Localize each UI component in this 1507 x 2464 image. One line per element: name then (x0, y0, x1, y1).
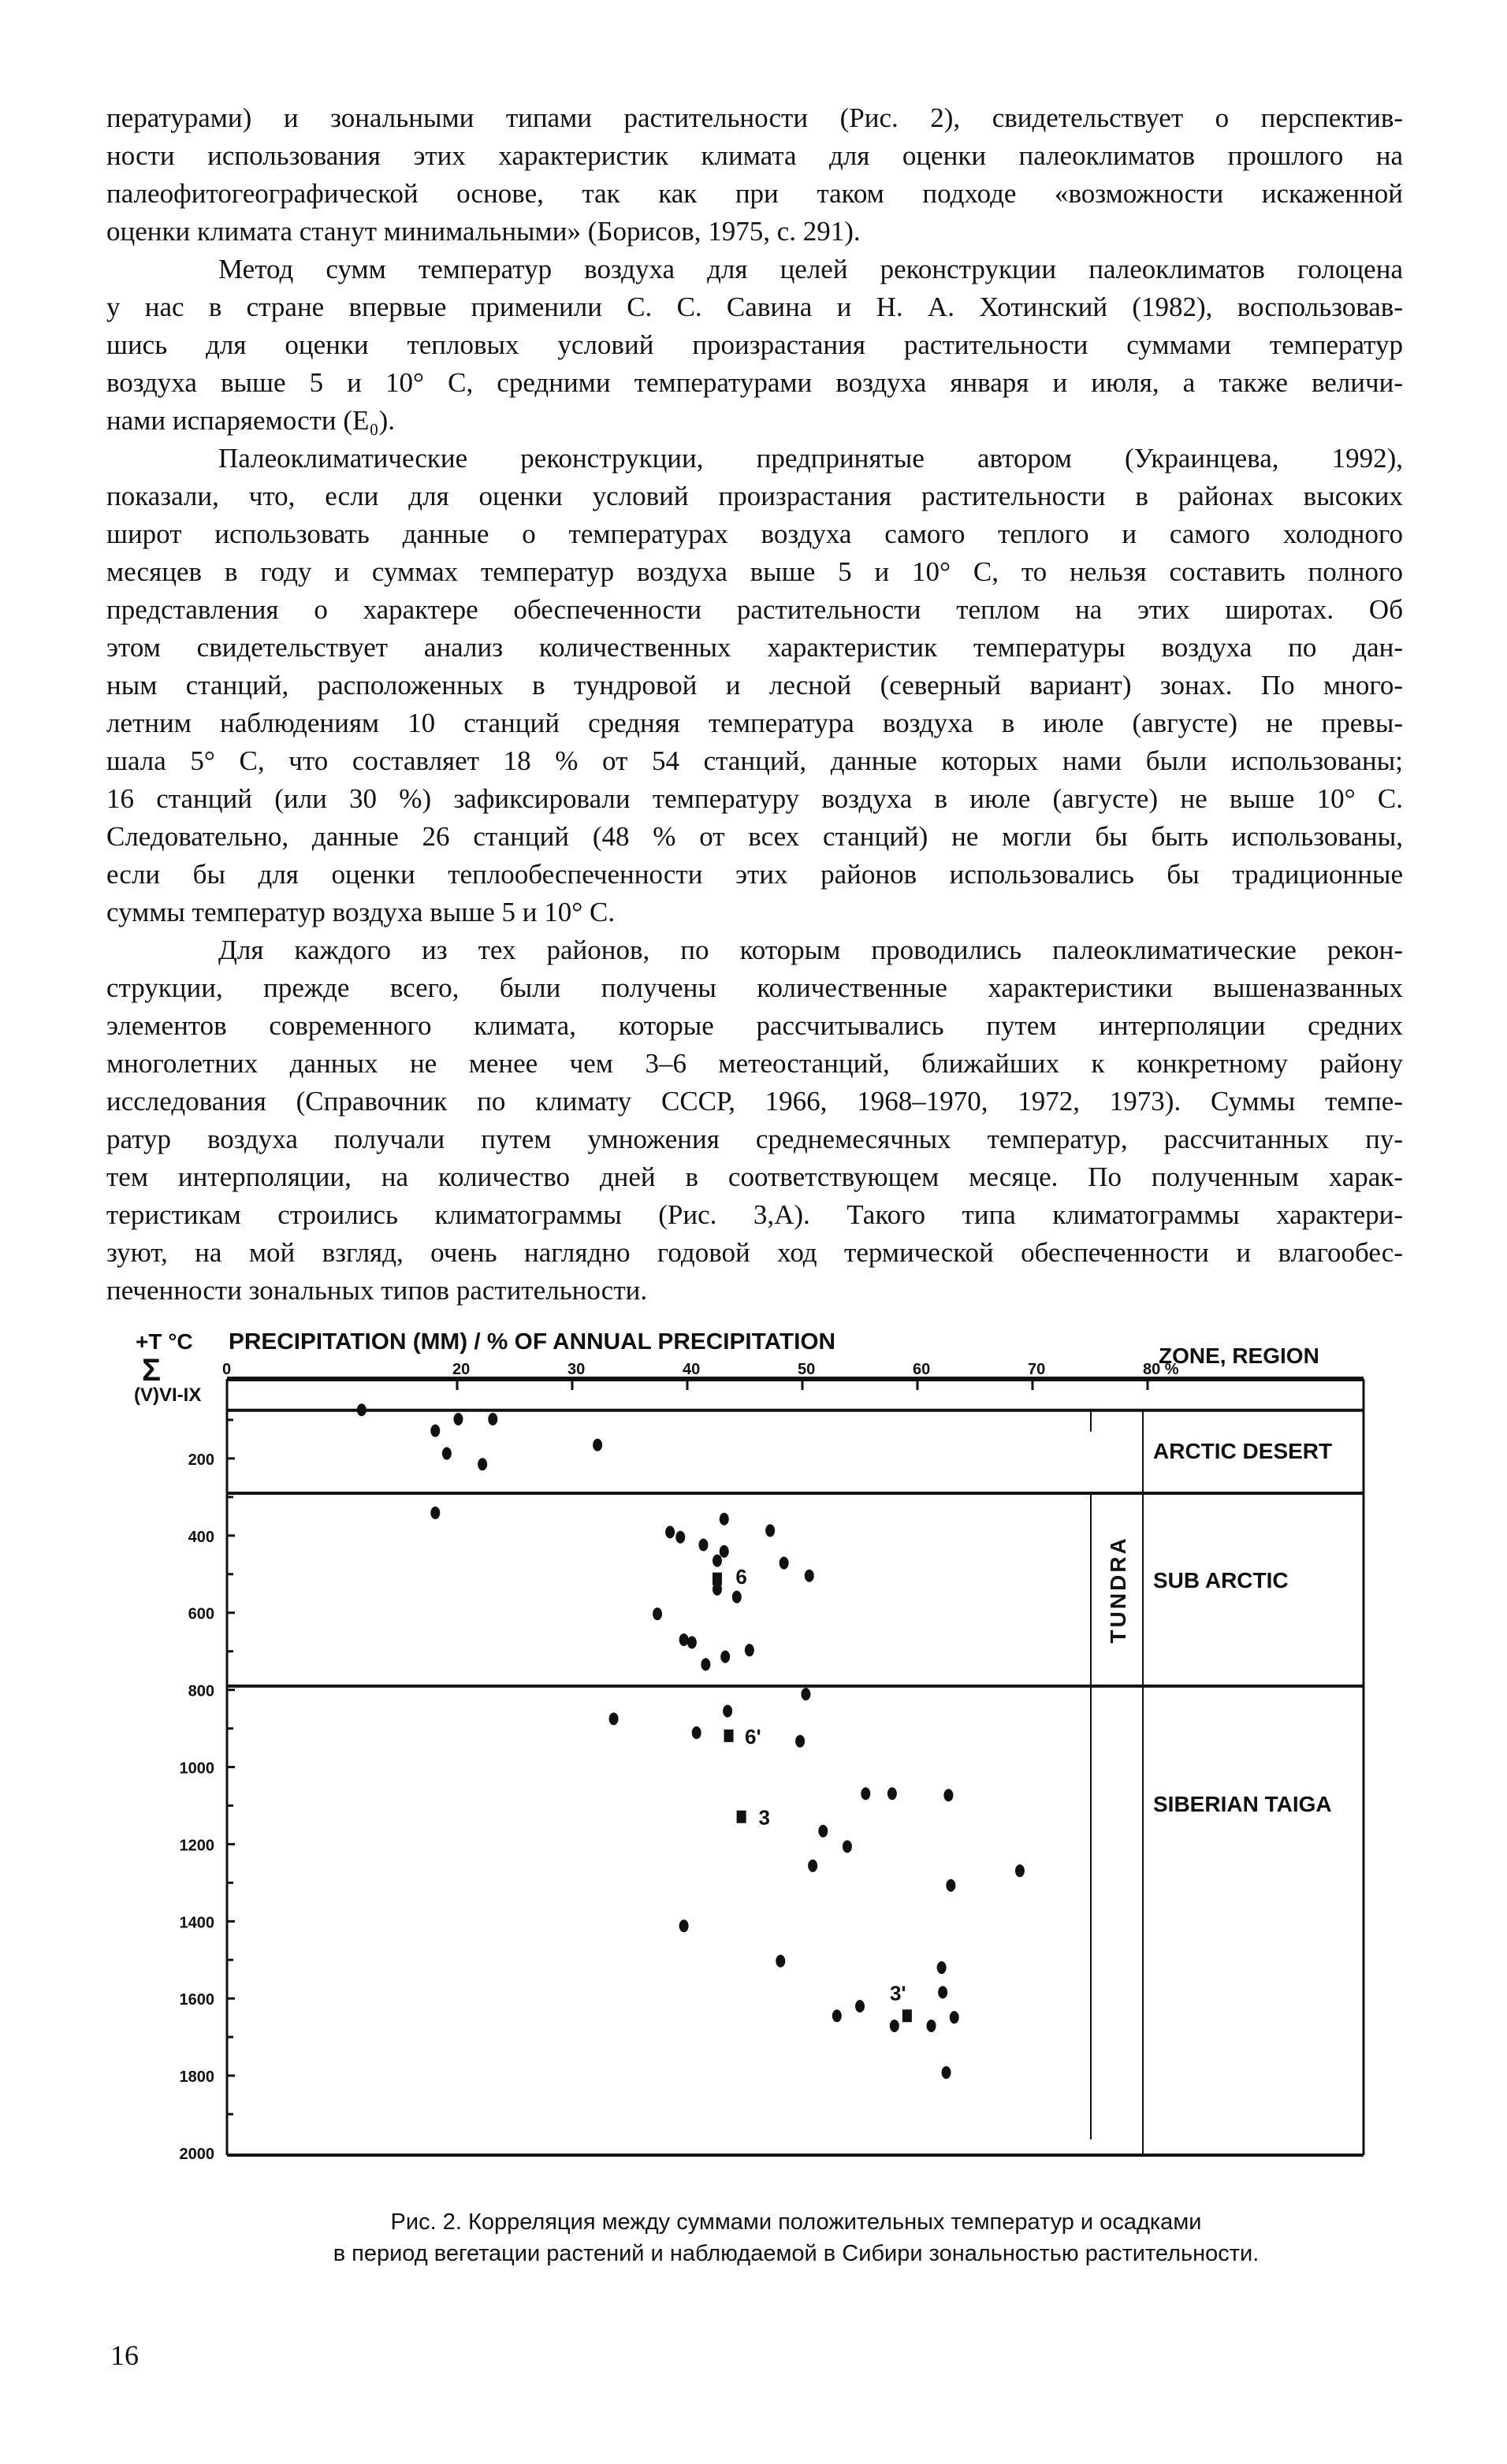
text-line: шала 5° С, что составляет 18 % от 54 станций, данные которых нами были использованы; (106, 745, 1403, 776)
data-point (675, 1531, 685, 1544)
data-point (698, 1539, 708, 1552)
text-line: ратур воздуха получали путем умножения среднемесячных температур, рассчитанных пу- (106, 1124, 1403, 1154)
tundra-label: TUNDRA (1106, 1536, 1130, 1644)
page-number: 16 (110, 2339, 139, 2371)
data-point (679, 1920, 689, 1932)
data-point-square (724, 1730, 734, 1742)
data-point (855, 2000, 865, 2012)
data-point (943, 1789, 953, 1801)
text-line: у нас в стране впервые применили С. С. Савина и Н. А. Хотинский (1982), воспользовав- (106, 292, 1403, 322)
y-tick-label: 400 (188, 1528, 214, 1546)
data-point (832, 2009, 842, 2022)
y-tick-label: 800 (188, 1682, 214, 1700)
x-tick-label: 30 (567, 1361, 586, 1378)
data-point (665, 1526, 675, 1538)
text-line: шись для оценки тепловых условий произрастания растительности суммами температур (106, 329, 1403, 360)
data-point (478, 1458, 487, 1470)
data-point (776, 1955, 785, 1968)
y-tick-label: 600 (188, 1605, 214, 1623)
text-line: зуют, на мой взгляд, очень наглядно годовой ход термической обеспеченности и влагообес- (106, 1237, 1403, 1268)
caption-line-1: Рис. 2. Корреляция между суммами положительных температур и осадками (390, 2209, 1202, 2235)
data-point (946, 1879, 955, 1892)
zone-header: ZONE, REGION (1159, 1343, 1319, 1368)
data-point (795, 1735, 805, 1748)
zone-label: SUB ARCTIC (1153, 1568, 1289, 1593)
x-tick-label: 80 % (1143, 1361, 1179, 1378)
data-point (808, 1860, 817, 1872)
body-text (106, 99, 1403, 1310)
point-label: 6' (745, 1724, 761, 1749)
data-point (713, 1583, 722, 1596)
data-point (593, 1439, 602, 1451)
text-line: Метод сумм температур воздуха для целей реконструкции палеоклиматов голоцена (218, 254, 1403, 284)
x-tick-label: 20 (452, 1361, 471, 1378)
text-line: палеофитогеографической основе, так как при таком подходе «возможности искаженной (106, 178, 1403, 209)
caption-line-2: в период вегетации растений и наблюдаемой в Сибири зональностью растительности. (333, 2241, 1260, 2266)
data-point (942, 2066, 951, 2079)
x-axis-title: PRECIPITATION (MM) / % OF ANNUAL PRECIPITATION (229, 1329, 835, 1355)
chart-marks (357, 1403, 1025, 2079)
y-axis-label-months: (V)VI-IX (134, 1384, 202, 1406)
y-tick-label: 1400 (179, 1914, 214, 1932)
data-point (430, 1425, 440, 1437)
y-tick-label: 200 (188, 1451, 214, 1469)
text-line: многолетних данных не менее чем 3–6 метеостанций, ближайших к конкретному району (106, 1048, 1403, 1079)
data-point (653, 1607, 662, 1620)
text-line: Следовательно, данные 26 станций (48 % от всех станций) не могли бы быть использованы, (106, 821, 1403, 852)
text-line: ным станций, расположенных в тундровой и лесной (северный вариант) зонах. По много- (106, 670, 1403, 701)
y-tick-label: 1800 (179, 2068, 214, 2087)
x-tick-label: 60 (913, 1361, 931, 1378)
data-point (765, 1524, 775, 1537)
data-point (861, 1787, 870, 1800)
data-point (890, 2020, 899, 2032)
data-point (801, 1688, 810, 1700)
data-point (1015, 1864, 1025, 1877)
data-point (357, 1403, 367, 1416)
text-line: струкции, прежде всего, были получены количественные характеристики вышеназванных (106, 972, 1403, 1003)
y-tick-label: 1200 (179, 1837, 214, 1855)
text-line: Палеоклиматические реконструкции, предпринятые автором (Украинцева, 1992), (218, 443, 1403, 474)
text-line: 16 станций (или 30 %) зафиксировали температуру воздуха в июле (августе) не выше 10° С. (106, 783, 1403, 814)
y-axis-label-temp: +T °C (136, 1329, 193, 1354)
text-line: ности использования этих характеристик климата для оценки палеоклиматов прошлого на (106, 140, 1403, 171)
data-point (937, 1961, 947, 1974)
zone-label: ARCTIC DESERT (1153, 1439, 1333, 1464)
y-tick-label: 1600 (179, 1991, 214, 2009)
text-line: месяцев в году и суммах температур воздуха выше 5 и 10° С, то нельзя составить полного (106, 556, 1403, 587)
data-point (453, 1413, 463, 1425)
x-tick-label: 0 (222, 1361, 232, 1378)
text-line: тем интерполяции, на количество дней в соответствующем месяце. По полученным харак- (106, 1161, 1403, 1192)
text-line: показали, что, если для оценки условий произрастания растительности в районах высоких (106, 481, 1403, 511)
data-point-square (737, 1811, 746, 1823)
chart-axes (180, 1361, 1364, 2163)
data-point-square (902, 2009, 912, 2022)
data-point (720, 1513, 729, 1526)
point-label: 6 (735, 1565, 747, 1589)
y-tick-label: 2000 (179, 2146, 214, 2163)
data-point (430, 1507, 440, 1519)
data-point (442, 1448, 452, 1460)
y-axis-label-sigma: Σ (142, 1353, 162, 1388)
data-point (679, 1633, 689, 1646)
data-point (687, 1636, 697, 1648)
data-point (723, 1705, 732, 1718)
data-point (843, 1840, 852, 1853)
text-line: летним наблюдениям 10 станций средняя температура воздуха в июле (августе) не превы- (106, 708, 1403, 738)
data-point (950, 2011, 959, 2024)
text-line: теристикам строились климатограммы (Рис. 3,А). Такого типа климатограммы характери- (106, 1199, 1403, 1230)
data-point (887, 1787, 897, 1800)
text-line: суммы температур воздуха выше 5 и 10° С. (106, 897, 616, 927)
x-tick-label: 50 (798, 1361, 816, 1378)
data-point (720, 1545, 729, 1558)
text-line: широт использовать данные о температурах воздуха самого теплого и самого холодного (106, 518, 1403, 549)
text-line: пературами) и зональными типами растительности (Рис. 2), свидетельствует о перспектив- (106, 102, 1403, 133)
text-line: нами испаряемости (E₀). (106, 405, 396, 436)
text-line: оценки климата станут минимальными» (Борисов, 1975, с. 291). (106, 216, 861, 247)
data-point (720, 1651, 730, 1663)
x-tick-label: 40 (683, 1361, 701, 1378)
text-line: исследования (Справочник по климату СССР, 1966, 1968–1970, 1972, 1973). Суммы темпе- (106, 1086, 1403, 1117)
text-line: если бы для оценки теплообеспеченности этих районов использовались бы традиционные (106, 859, 1403, 890)
data-point (692, 1726, 701, 1739)
y-tick-label: 1000 (179, 1760, 214, 1778)
data-point (818, 1825, 828, 1838)
data-point (927, 2020, 936, 2032)
zone-label: SIBERIAN TAIGA (1153, 1792, 1332, 1817)
point-label: 3' (889, 1981, 906, 2005)
text-line: воздуха выше 5 и 10° С, средними температурами воздуха января и июля, а также величи- (106, 367, 1403, 398)
text-line: печенности зональных типов растительности. (106, 1275, 648, 1306)
x-tick-label: 70 (1028, 1361, 1046, 1378)
scatter-chart (0, 1300, 1507, 2191)
figure-caption (0, 2206, 1507, 2269)
data-point (938, 1986, 947, 1998)
data-point (701, 1658, 710, 1671)
text-line: представления о характере обеспеченности растительности теплом на этих широтах. Об (106, 594, 1403, 625)
data-point (805, 1570, 814, 1582)
data-point (780, 1557, 789, 1570)
data-point (488, 1413, 497, 1425)
text-line: Для каждого из тех районов, по которым проводились палеоклиматические рекон- (218, 935, 1403, 965)
data-point (745, 1644, 754, 1656)
data-point (609, 1712, 619, 1725)
data-point (713, 1555, 722, 1567)
data-point (732, 1591, 742, 1604)
text-line: этом свидетельствует анализ количественных характеристик температуры воздуха по дан- (106, 632, 1403, 663)
point-label: 3 (758, 1805, 770, 1830)
text-line: элементов современного климата, которые рассчитывались путем интерполяции средних (106, 1010, 1403, 1041)
